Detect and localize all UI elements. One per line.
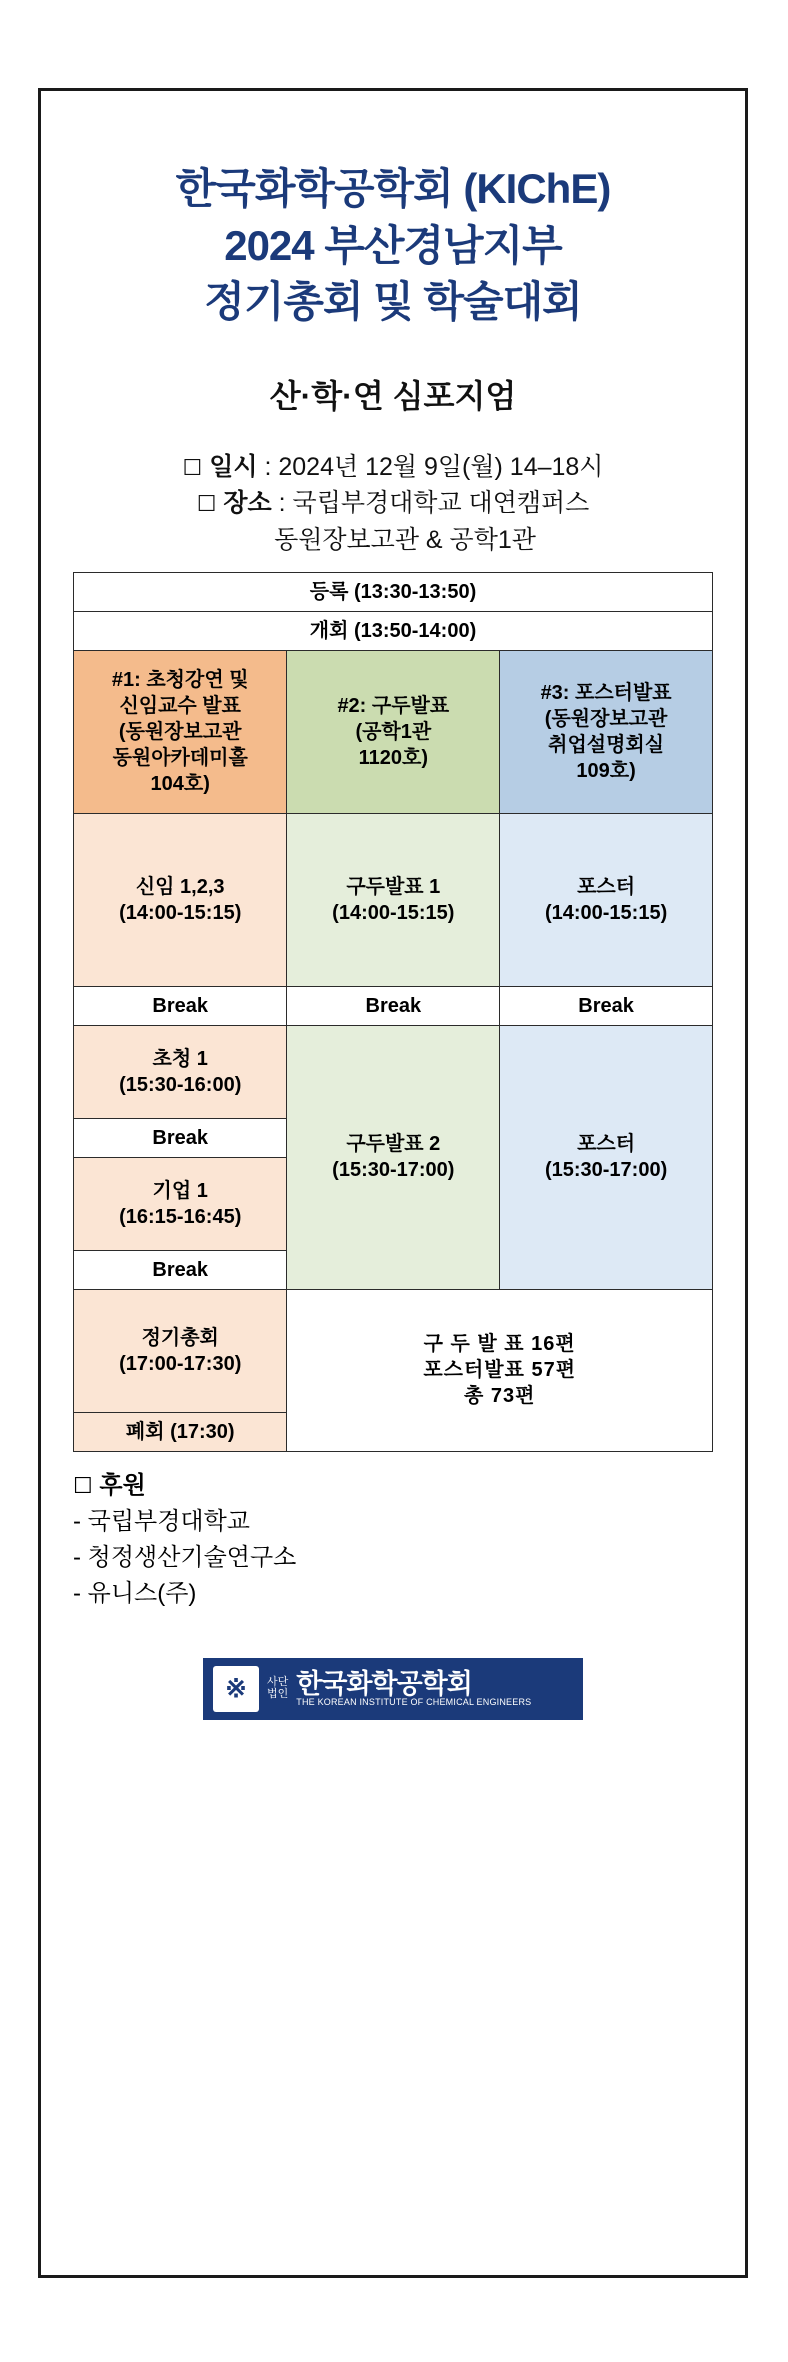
organization-logo [73, 1658, 713, 1720]
checkbox-icon: ☐ [196, 492, 217, 518]
logo-text [267, 1677, 288, 1700]
session-1-invited-1: 초청 1 (15:30-16:00) [74, 1025, 287, 1118]
break-cell-col2: Break [287, 986, 500, 1025]
logo-english-name: THE KOREAN INSTITUTE OF CHEMICAL ENGINEERS [296, 1697, 532, 1708]
logo-line-1: 사단 [267, 1676, 289, 1689]
sponsor-item: - 국립부경대학교 [73, 1507, 250, 1535]
meta-place-row [73, 485, 713, 521]
subtitle: 산·학·연 심포지엄 [269, 378, 517, 415]
meta-place-label: 장소 [223, 489, 272, 518]
sponsor-title-row [73, 1468, 713, 1504]
session-3-slot-2: 포스터 (15:30-17:00) [500, 1025, 713, 1289]
page-title [73, 161, 713, 331]
break-cell-col1-3: Break [74, 1250, 287, 1289]
table-row [74, 986, 713, 1025]
table-row [74, 572, 713, 611]
sponsor-title: 후원 [99, 1471, 146, 1499]
meta-place-value: : 국립부경대학교 대연캠퍼스 [278, 489, 590, 518]
logo-bar [203, 1658, 583, 1720]
table-row [74, 650, 713, 813]
break-cell-col1-2: Break [74, 1118, 287, 1157]
session-2-slot-2: 구두발표 2 (15:30-17:00) [287, 1025, 500, 1289]
closing-cell: 폐회 (17:30) [74, 1412, 287, 1451]
sponsor-item: - 유니스(주) [73, 1579, 197, 1607]
meta-date-value: : 2024년 12월 9일(월) 14–18시 [264, 453, 604, 482]
session-1-header: #1: 초청강연 및 신임교수 발표 (동원장보고관 동원아카데미홀 104호) [74, 650, 287, 813]
session-3-slot-1: 포스터 (14:00-15:15) [500, 813, 713, 986]
poster-frame [38, 88, 748, 2278]
general-meeting-cell: 정기총회 (17:00-17:30) [74, 1289, 287, 1412]
table-row [74, 611, 713, 650]
checkbox-icon: ☐ [73, 1473, 93, 1499]
sponsor-item: - 청정생산기술연구소 [73, 1543, 297, 1571]
totals-cell: 구 두 발 표 16편 포스터발표 57편 총 73편 [287, 1289, 713, 1451]
table-row [74, 1025, 713, 1118]
break-cell-col3: Break [500, 986, 713, 1025]
poster-inner [41, 91, 745, 1740]
session-3-header: #3: 포스터발표 (동원장보고관 취업설명회실 109호) [500, 650, 713, 813]
title-line-2: 2024 부산경남지부 [224, 221, 562, 269]
table-row [74, 813, 713, 986]
event-meta [73, 449, 713, 558]
registration-cell: 등록 (13:30-13:50) [74, 572, 713, 611]
schedule-table [73, 572, 713, 1452]
logo-line-2: 법인 [267, 1687, 289, 1700]
meta-place-value2: 동원장보고관 & 공학1관 [274, 525, 536, 554]
kiche-logo-icon: ※ [213, 1666, 259, 1712]
checkbox-icon: ☐ [182, 456, 203, 482]
meta-date-row [73, 449, 713, 485]
session-1-company-1: 기업 1 (16:15-16:45) [74, 1157, 287, 1250]
logo-korean-name: 한국화학공학회 [296, 1668, 472, 1699]
break-cell-col1: Break [74, 986, 287, 1025]
title-line-1: 한국화학공학회 (KIChE) [175, 165, 611, 212]
meta-date-label: 일시 [209, 453, 258, 482]
opening-cell: 개회 (13:50-14:00) [74, 611, 713, 650]
table-row [74, 1289, 713, 1412]
session-2-slot-1: 구두발표 1 (14:00-15:15) [287, 813, 500, 986]
session-1-slot-1: 신임 1,2,3 (14:00-15:15) [74, 813, 287, 986]
logo-name-block [296, 1670, 531, 1708]
title-line-3: 정기총회 및 학술대회 [204, 278, 582, 326]
sponsor-section [73, 1468, 713, 1612]
session-2-header: #2: 구두발표 (공학1관 1120호) [287, 650, 500, 813]
